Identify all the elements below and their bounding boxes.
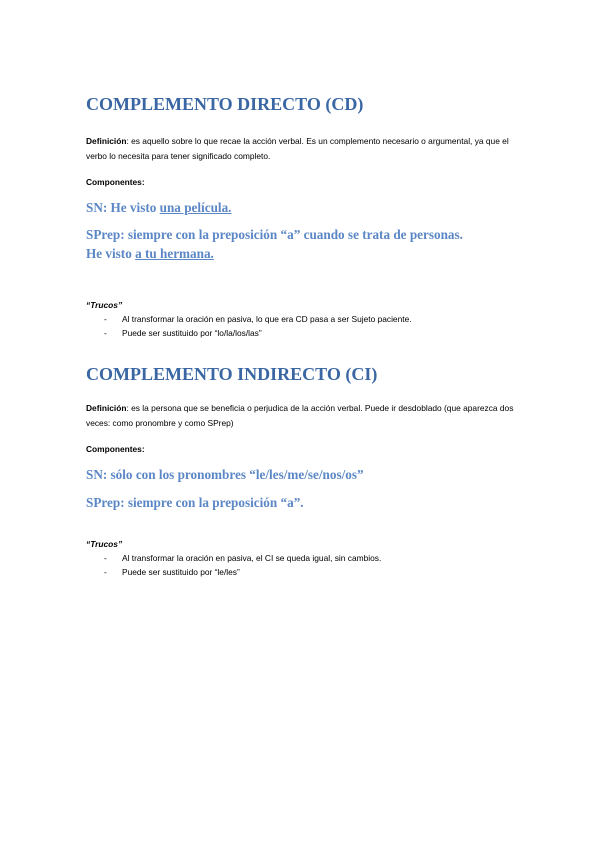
bullet-dash: - <box>104 567 107 577</box>
cd-sn-line <box>86 199 231 216</box>
cd-trucos-list <box>102 312 412 340</box>
ci-sn-line: SN: sólo con los pronombres “le/les/me/se/nos/os” <box>86 467 364 482</box>
cd-sprep-line2-prefix: He visto <box>86 246 136 261</box>
ci-definition-label: Definición <box>86 403 127 413</box>
cd-sn-prefix: SN: He visto <box>86 200 160 215</box>
cd-sn-underlined: una película. <box>159 200 232 215</box>
ci-definition <box>86 401 516 431</box>
bullet-dash: - <box>104 314 107 324</box>
ci-title: COMPLEMENTO INDIRECTO (CI) <box>86 364 378 384</box>
cd-sprep-line2-underlined: a tu hermana. <box>135 246 214 261</box>
list-item: - Puede ser sustituido por “lo/la/los/las” <box>104 328 262 338</box>
cd-sprep-line1: SPrep: siempre con la preposición “a” cuando se trata de personas. <box>86 227 463 242</box>
cd-sprep-line2 <box>86 245 214 262</box>
bullet-dash: - <box>104 553 107 563</box>
list-item: - Al transformar la oración en pasiva, el CI se queda igual, sin cambios. <box>104 553 382 563</box>
cd-trucos-label: “Trucos” <box>86 300 123 310</box>
cd-definition-label: Definición <box>86 136 127 146</box>
bullet-dash: - <box>104 328 107 338</box>
cd-definition <box>86 134 516 164</box>
ci-definition-text: : es la persona que se beneficia o perjudica de la acción verbal. Puede ir desdoblado (que aparezca dos veces: como pronombre y como SPrep) <box>86 403 514 428</box>
list-item: - Al transformar la oración en pasiva, lo que era CD pasa a ser Sujeto paciente. <box>104 314 412 324</box>
cd-components-label: Componentes: <box>86 177 145 187</box>
cd-title: COMPLEMENTO DIRECTO (CD) <box>86 94 364 114</box>
ci-trucos-label: “Trucos” <box>86 539 123 549</box>
ci-sprep-line: SPrep: siempre con la preposición “a”. <box>86 495 304 510</box>
cd-definition-text: : es aquello sobre lo que recae la acción verbal. Es un complemento necesario o argumental, ya que el verbo lo necesita para tener significado completo. <box>86 136 509 161</box>
ci-components-label: Componentes: <box>86 444 145 454</box>
list-item: - Puede ser sustituido por “le/les” <box>104 567 240 577</box>
ci-trucos-list <box>102 551 381 579</box>
